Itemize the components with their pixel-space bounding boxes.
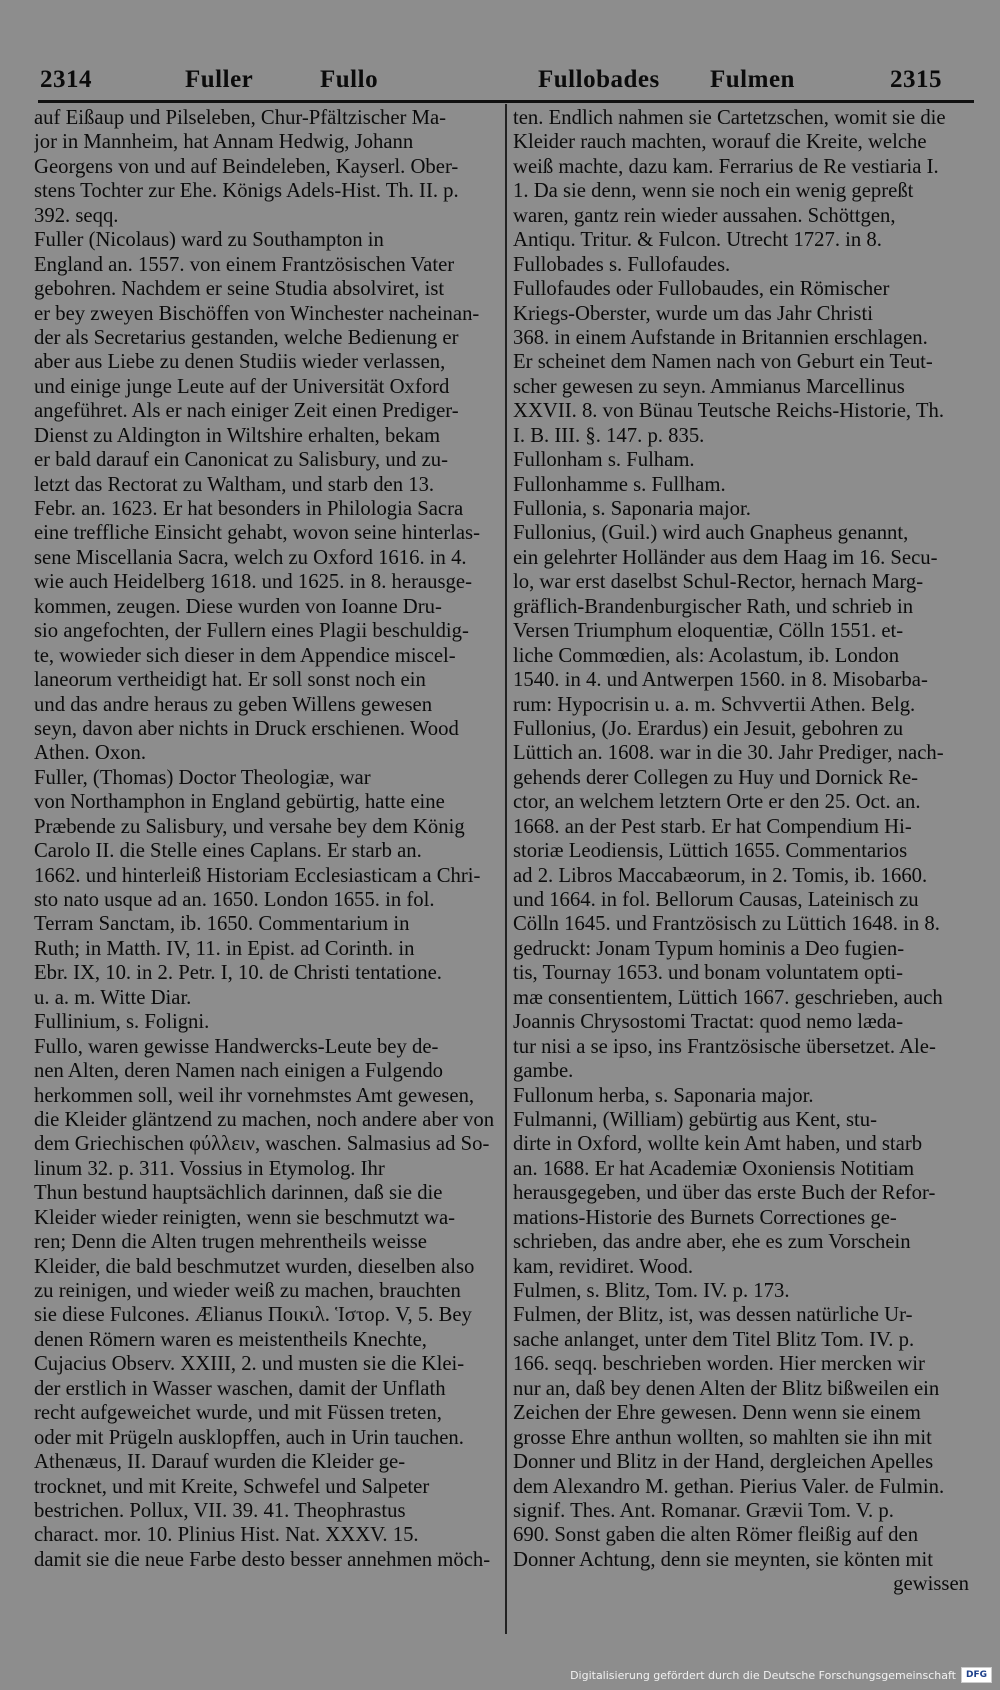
text-line: Fullonhamme s. Fullham. [513, 473, 726, 496]
text-line: Fulmen, s. Blitz, Tom. IV. p. 173. [513, 1280, 790, 1302]
text-line: Ebr. IX, 10. in 2. Petr. I, 10. de Christi tentatione. [34, 962, 442, 985]
text-line: Fullonham s. Fulham. [513, 449, 695, 472]
text-line: rum: Hypocrisin u. a. m. Schvvertii Athen. Belg. [513, 693, 916, 716]
page-number-left: 2314 [40, 66, 92, 93]
text-line: laneorum vertheidigt hat. Er soll sonst noch ein [34, 669, 426, 692]
text-line: stens Tochter zur Ehe. Königs Adels-Hist. Th. II. p. [34, 180, 459, 203]
text-line: u. a. m. Witte Diar. [34, 986, 192, 1009]
text-line: sie diese Fulcones. Ælianus Ποικιλ. Ἱστορ. V, 5. Bey [34, 1304, 472, 1327]
text-line: der als Secretarius gestanden, welche Bedienung er [34, 326, 459, 349]
text-line: Fullofaudes oder Fullobaudes, ein Römischer [513, 278, 890, 301]
catchword-fuller: Fuller [185, 66, 254, 93]
text-line: Fullobades s. Fullofaudes. [513, 253, 731, 276]
text-line: herkommen soll, weil ihr vornehmstes Amt gewesen, [34, 1084, 475, 1107]
text-line: Kleider wieder reinigten, wenn sie beschmutzt wa- [34, 1206, 456, 1229]
text-line: XXVII. 8. von Bünau Teutsche Reichs-Historie, Th. [513, 400, 945, 423]
text-line: 690. Sonst gaben die alten Römer fleißig auf den [513, 1524, 919, 1547]
text-line: wie auch Heidelberg 1618. und 1625. in 8. herausge- [34, 571, 472, 594]
text-line: bestrichen. Pollux, VII. 39. 41. Theophrastus [34, 1499, 406, 1522]
text-line: Ruth; in Matth. IV, 11. in Epist. ad Corinth. in [34, 937, 415, 960]
text-line: Kleider rauch machten, worauf die Kreite, welche [513, 131, 927, 154]
text-line: lo, war erst daselbst Schul-Rector, hernach Marg- [513, 571, 924, 594]
text-line: signif. Thes. Ant. Romanar. Grævii Tom. V. p. [513, 1499, 894, 1522]
text-line: und 1664. in fol. Bellorum Causas, Lateinisch zu [513, 889, 919, 911]
catchword-fullo: Fullo [320, 66, 379, 93]
text-line: er bey zweyen Bischöffen von Winchester nacheinan- [34, 302, 480, 325]
catchword-fulmen: Fulmen [710, 66, 795, 93]
text-line: trocknet, und mit Kreite, Schwefel und Salpeter [34, 1475, 430, 1498]
text-line: sache anlanget, unter dem Titel Blitz Tom. IV. p. [513, 1328, 915, 1351]
text-line: seyn, davon aber nichts in Druck erschienen. Wood [34, 717, 459, 740]
text-line: liche Commœdien, als: Acolastum, ib. London [513, 644, 900, 667]
text-line: eine treffliche Einsicht gehabt, wovon seine hinterlas- [34, 522, 480, 545]
text-line: zu reinigen, und wieder weiß zu machen, brauchten [34, 1280, 461, 1302]
text-line: und einige junge Leute auf der Universität Oxford [34, 375, 450, 398]
text-line: scher gewesen zu seyn. Ammianus Marcellinus [513, 375, 905, 398]
header-rule [38, 100, 974, 103]
text-line: Athen. Oxon. [34, 742, 147, 765]
catchword-fullobades: Fullobades [538, 66, 660, 93]
column-divider [505, 104, 507, 1634]
page-number-right: 2315 [890, 66, 942, 93]
text-line: Præbende zu Salisbury, und versahe bey dem König [34, 815, 465, 838]
dfg-logo-text: DFG [965, 1670, 987, 1680]
text-line: angeführet. Als er nach einiger Zeit einen Prediger- [34, 400, 459, 423]
text-line: storiæ Leodiensis, Lüttich 1655. Commentarios [513, 840, 908, 863]
text-line: Fuller (Nicolaus) ward zu Southampton in [34, 229, 384, 252]
text-line: weiß machte, dazu kam. Ferrarius de Re vestiaria I. [513, 155, 939, 178]
text-line: Fulmanni, (William) gebürtig aus Kent, stu- [513, 1108, 878, 1131]
text-line: gambe. [513, 1060, 574, 1083]
text-line: 166. seqq. beschrieben worden. Hier mercken wir [513, 1353, 925, 1376]
text-line: linum 32. p. 311. Vossius in Etymolog. Ihr [34, 1157, 385, 1180]
text-line: dem Alexandro M. gethan. Pierius Valer. de Fulmin. [513, 1475, 945, 1498]
text-line: Terram Sanctam, ib. 1650. Commentarium in [34, 913, 410, 936]
text-line: er bald darauf ein Canonicat zu Salisbury, und zu- [34, 449, 448, 472]
text-line: Fullinium, s. Foligni. [34, 1011, 210, 1034]
text-line: Joannis Chrysostomi Tractat: quod nemo læda- [513, 1011, 904, 1034]
text-line: sio angefochten, der Fullern eines Plagii beschuldig- [34, 620, 469, 643]
text-line: mations-Historie des Burnets Correctiones ge- [513, 1206, 897, 1229]
text-line: Fullonius, (Jo. Erardus) ein Jesuit, gebohren zu [513, 717, 904, 740]
text-line: auf Eißaup und Pilseleben, Chur-Pfältzischer Ma- [34, 107, 447, 129]
text-line: gewissen [893, 1573, 969, 1596]
text-line: ren; Denn die Alten trugen mehrentheils weisse [34, 1231, 427, 1254]
text-line: tis, Tournay 1653. und bonam voluntatem opti- [513, 962, 904, 985]
text-line: Lüttich an. 1608. war in die 30. Jahr Prediger, nach- [513, 742, 944, 765]
text-line: grosse Ehre anthun wollten, so mahlten sie ihn mit [513, 1426, 932, 1449]
text-line: Fulmen, der Blitz, ist, was dessen natürliche Ur- [513, 1304, 913, 1327]
text-line: Antiqu. Tritur. & Fulcon. Utrecht 1727. in 8. [513, 229, 882, 252]
text-line: schrieben, das andre aber, ehe es zum Vorschein [513, 1231, 911, 1254]
text-line: dirte in Oxford, wollte kein Amt haben, und starb [513, 1133, 923, 1156]
digitization-credit: Digitalisierung gefördert durch die Deutsche Forschungsgemeinschaft [570, 1669, 956, 1682]
text-line: und das andre heraus zu geben Willens gewesen [34, 693, 433, 716]
text-line: Er scheinet dem Namen nach von Geburt ein Teut- [513, 351, 933, 374]
text-line: von Northamphon in England gebürtig, hatte eine [34, 791, 445, 814]
text-line: kam, revidiret. Wood. [513, 1255, 694, 1278]
text-line: Febr. an. 1623. Er hat besonders in Philologia Sacra [34, 498, 464, 520]
text-line: 1. Da sie denn, wenn sie noch ein wenig gepreßt [513, 180, 914, 203]
text-line: Cölln 1645. und Frantzösisch zu Lüttich 1648. in 8. [513, 913, 940, 936]
right-column [513, 106, 971, 1597]
text-line: sto nato usque ad an. 1650. London 1655. in fol. [34, 889, 435, 911]
text-line: 392. seqq. [34, 204, 119, 227]
text-line: letzt das Rectorat zu Waltham, und starb den 13. [34, 473, 435, 496]
text-line: Kriegs-Oberster, wurde um das Jahr Christi [513, 302, 873, 325]
text-line: Carolo II. die Stelle eines Caplans. Er starb an. [34, 840, 422, 863]
text-line: te, wowieder sich dieser in dem Appendice miscel- [34, 644, 456, 667]
text-line: sene Miscellania Sacra, welch zu Oxford 1616. in 4. [34, 546, 467, 569]
text-line: 368. in einem Aufstande in Britannien erschlagen. [513, 326, 928, 349]
text-line: Fullonia, s. Saponaria major. [513, 498, 751, 520]
text-line: ten. Endlich nahmen sie Cartetzschen, womit sie die [513, 107, 946, 129]
text-line: denen Römern waren es meistentheils Knechte, [34, 1328, 427, 1351]
text-line: ad 2. Libros Maccabæorum, in 2. Tomis, ib. 1660. [513, 864, 928, 887]
dfg-logo [961, 1667, 992, 1683]
text-line: charact. mor. 10. Plinius Hist. Nat. XXXV. 15. [34, 1524, 419, 1547]
text-line: gräflich-Brandenburgischer Rath, und schrieb in [513, 595, 914, 618]
text-line: jor in Mannheim, hat Annam Hedwig, Johann [34, 131, 414, 154]
text-line: Cujacius Observ. XXIII, 2. und musten sie die Klei- [34, 1353, 465, 1376]
footer-bar [0, 1664, 1000, 1690]
text-line: waren, gantz rein wieder aussahen. Schöttgen, [513, 204, 896, 227]
text-line: die Kleider gläntzend zu machen, noch andere aber von [34, 1108, 495, 1131]
text-line: herausgegeben, und über das erste Buch der Refor- [513, 1182, 936, 1205]
text-line: ctor, an welchem letztern Orte er den 25. Oct. an. [513, 791, 921, 814]
text-line: Donner Achtung, denn sie meynten, sie könten mit [513, 1548, 933, 1571]
text-line: ein gelehrter Holländer aus dem Haag im 16. Secu- [513, 546, 938, 569]
text-line: tur nisi a se ipso, ins Frantzösische übersetzet. Ale- [513, 1035, 936, 1058]
text-line: Versen Triumphum eloquentiæ, Cölln 1551. et- [513, 620, 904, 643]
text-line: Dienst zu Aldington in Wiltshire erhalten, bekam [34, 424, 441, 447]
text-line: England an. 1557. von einem Frantzösischen Vater [34, 253, 455, 276]
text-line: 1668. an der Pest starb. Er hat Compendium Hi- [513, 815, 912, 838]
text-line: 1662. und hinterleiß Historiam Ecclesiasticam a Chri- [34, 864, 481, 887]
text-line: I. B. III. §. 147. p. 835. [513, 424, 705, 447]
text-line: Fullonum herba, s. Saponaria major. [513, 1084, 814, 1107]
text-line: damit sie die neue Farbe desto besser annehmen möch- [34, 1548, 491, 1571]
text-line: Kleider, die bald beschmutzet wurden, dieselben also [34, 1255, 475, 1278]
text-line: Georgens von und auf Beindeleben, Kayserl. Ober- [34, 155, 459, 178]
text-line: aber aus Liebe zu denen Studiis wieder verlassen, [34, 351, 446, 374]
text-line: Zeichen der Ehre gewesen. Denn wenn sie einem [513, 1402, 921, 1425]
text-line: gehends derer Collegen zu Huy und Dornick Re- [513, 766, 919, 789]
text-line: Thun bestund hauptsächlich darinnen, daß sie die [34, 1182, 443, 1205]
text-line: dem Griechischen φύλλειν, waschen. Salmasius ad So- [34, 1133, 490, 1156]
text-line: kommen, zeugen. Diese wurden von Ioanne Dru- [34, 595, 442, 618]
text-line: der erstlich in Wasser waschen, damit der Unflath [34, 1377, 446, 1400]
text-line: an. 1688. Er hat Academiæ Oxoniensis Notitiam [513, 1157, 915, 1180]
text-line: nen Alten, deren Namen nach einigen a Fulgendo [34, 1060, 444, 1083]
text-line: Fullonius, (Guil.) wird auch Gnapheus genannt, [513, 522, 909, 545]
text-line: gebohren. Nachdem er seine Studia absolviret, ist [34, 278, 445, 301]
text-line: Athenæus, II. Darauf wurden die Kleider ge- [34, 1451, 406, 1474]
left-column [34, 106, 496, 1572]
text-line: 1540. in 4. und Antwerpen 1560. in 8. Misobarba- [513, 669, 928, 692]
text-line: nur an, daß bey denen Alten der Blitz bißweilen ein [513, 1377, 940, 1400]
text-line: mæ consentientem, Lüttich 1667. geschrieben, auch [513, 986, 943, 1009]
text-line: gedruckt: Jonam Typum hominis a Deo fugien- [513, 937, 905, 960]
text-line: Fuller, (Thomas) Doctor Theologiæ, war [34, 766, 371, 789]
text-line: Fullo, waren gewisse Handwercks-Leute bey de- [34, 1035, 439, 1058]
text-line: oder mit Prügeln ausklopffen, auch in Urin tauchen. [34, 1426, 464, 1449]
text-line: Donner und Blitz in der Hand, dergleichen Apelles [513, 1451, 934, 1474]
text-line: recht aufgeweichet wurde, und mit Füssen treten, [34, 1402, 442, 1425]
